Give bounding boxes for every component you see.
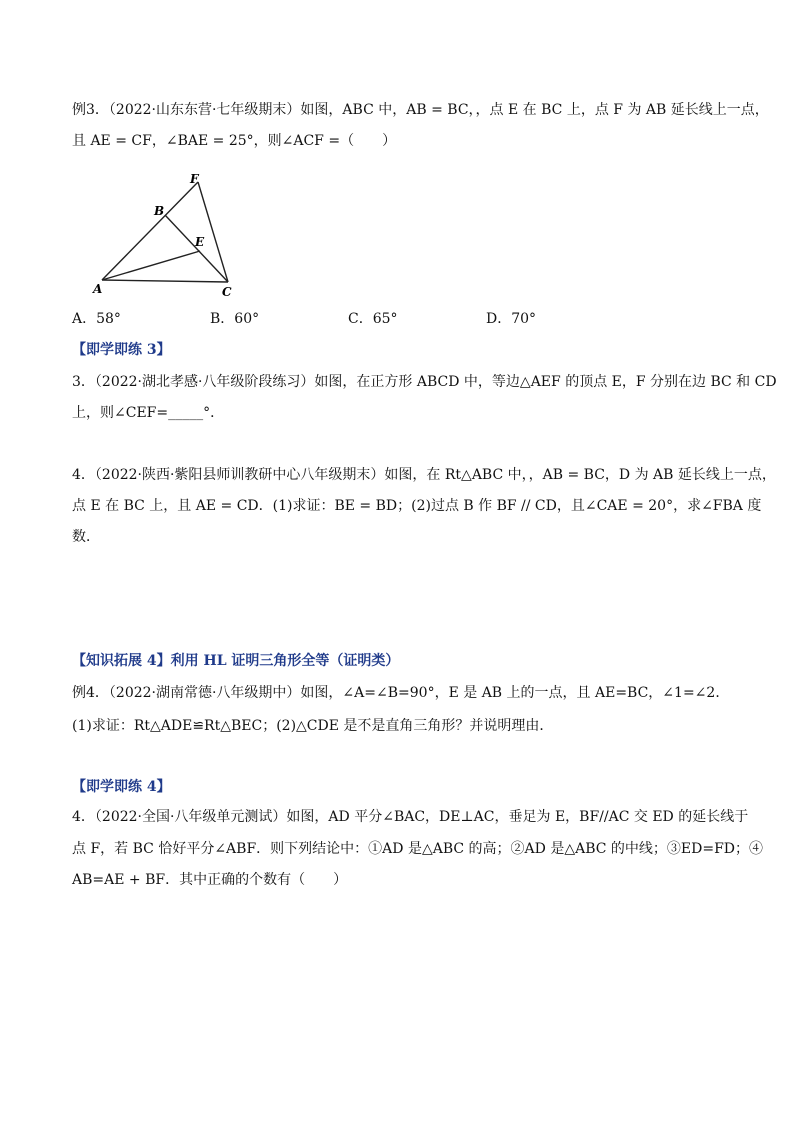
option-d: D．70°	[486, 311, 537, 327]
label-e: E	[195, 235, 205, 249]
option-b: B．60°	[210, 311, 260, 327]
example3-line2: 且 AE = CF，∠BAE = 25°，则∠ACF =（ ）	[72, 133, 397, 149]
practice4-header: 【即学即练 4】	[72, 779, 171, 795]
label-b: B	[154, 204, 165, 218]
practice3-header: 【即学即练 3】	[72, 342, 171, 358]
triangle-figure	[90, 170, 240, 300]
label-f: F	[190, 172, 199, 186]
label-c: C	[222, 285, 232, 299]
segment-ac	[102, 280, 228, 282]
practice3-q4-line3: 数．	[72, 529, 100, 545]
example4-line2: (1)求证：Rt△ADE≌Rt△BEC；(2)△CDE 是不是直角三角形？并说明理由．	[72, 718, 554, 734]
example4-line1: 例4．（2022·湖南常德·八年级期中）如图，∠A=∠B=90°，E 是 AB 上的一点，且 AE=BC，∠1=∠2．	[72, 685, 730, 701]
practice4-line1: 4．（2022·全国·八年级单元测试）如图，AD 平分∠BAC，DE⊥AC，垂足为 E，BF//AC 交 ED 的延长线于	[72, 809, 749, 825]
practice3-q3-line2: 上，则∠CEF=_____°．	[72, 405, 225, 421]
practice3-q4-line2: 点 E 在 BC 上，且 AE = CD．(1)求证：BE = BD；(2)过点 B 作 BF // CD，且∠CAE = 20°，求∠FBA 度	[72, 498, 762, 514]
option-a: A．58°	[72, 311, 121, 327]
practice4-line3: AB=AE + BF．其中正确的个数有（ ）	[72, 872, 348, 888]
practice3-q4-line1: 4．（2022·陕西·紫阳县师训教研中心八年级期末）如图，在 Rt△ABC 中，，AB = BC，D 为 AB 延长线上一点，	[72, 467, 776, 483]
label-a: A	[93, 282, 103, 296]
option-c: C．65°	[348, 311, 398, 327]
example3-line1: 例3．（2022·山东东营·七年级期末）如图，ABC 中，AB = BC，，点 E 在 BC 上，点 F 为 AB 延长线上一点，	[72, 102, 769, 118]
practice3-q3-line1: 3．（2022·湖北孝感·八年级阶段练习）如图，在正方形 ABCD 中，等边△AEF 的顶点 E，F 分别在边 BC 和 CD	[72, 374, 777, 390]
extension4-header: 【知识拓展 4】利用 HL 证明三角形全等（证明类）	[72, 653, 400, 669]
practice4-line2: 点 F，若 BC 恰好平分∠ABF．则下列结论中：①AD 是△ABC 的高；②AD 是△ABC 的中线；③ED=FD；④	[72, 841, 764, 857]
